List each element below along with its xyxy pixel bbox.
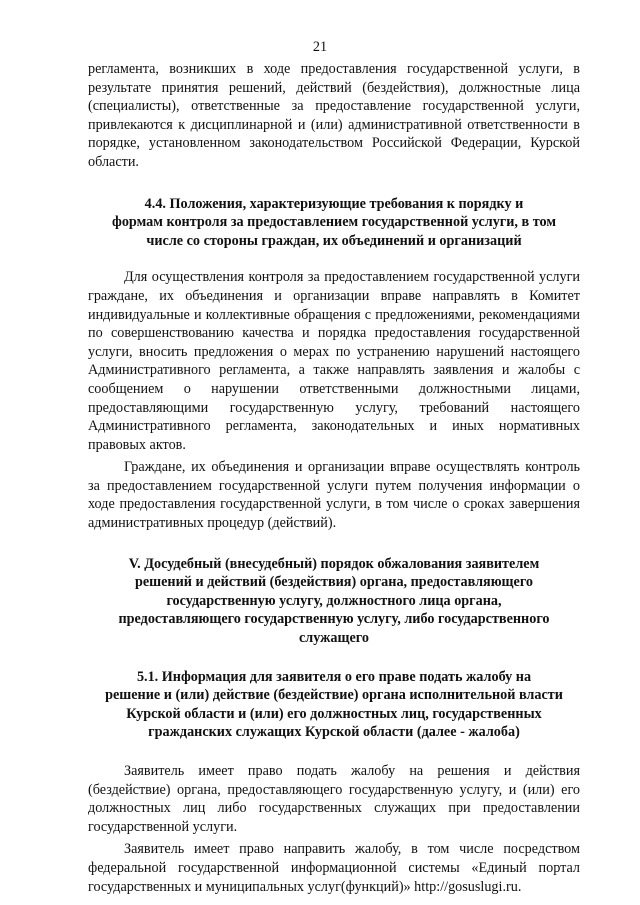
heading-line: решение и (или) действие (бездействие) органа исполнительной власти (105, 687, 563, 704)
heading-line: Курской области и (или) его должностных лиц, государственных (126, 705, 542, 722)
heading-line: 4.4. Положения, характеризующие требования к порядку и (144, 195, 524, 212)
heading-4-4 (88, 195, 580, 251)
heading-line: 5.1. Информация для заявителя о его праве подать жалобу на (136, 668, 532, 685)
heading-line: V. Досудебный (внесудебный) порядок обжалования заявителем (128, 555, 540, 572)
heading-5-1 (88, 668, 580, 742)
paragraph-liability: регламента, возникших в ходе предоставления государственной услуги, в результате принятия решений, действий (бездействия), должностные лица (специалисты), ответственные за предоставление государственной услуги, привлекаются к дисциплинарной и (или) административной ответственности в порядке, установленном законодательством Российской Федерации, Курской области. (88, 61, 580, 170)
heading-line: числе со стороны граждан, их объединений и организаций (146, 232, 522, 249)
document-body (88, 60, 580, 896)
paragraph-control: Для осуществления контроля за предоставлением государственной услуги граждане, их объединения и организации вправе направлять в Комитет индивидуальные и коллективные обращения с предложениями, рекомендациями по совершенствованию качества и порядка предоставления государственной услуги, вносить предложения о мерах по устранению нарушений настоящего Административного регламента, а также направлять заявления и жалобы с сообщением о нарушении ответственными должностными лицами, предоставляющими государственную услугу, требований настоящего Административного регламента, законодательных и иных нормативных правовых актов. (88, 269, 580, 453)
heading-line: формам контроля за предоставлением государственной услуги, в том (112, 214, 556, 231)
heading-line: служащего (298, 630, 369, 647)
page-number: 21 (312, 39, 328, 55)
heading-line: гражданских служащих Курской области (далее - жалоба) (148, 724, 520, 741)
paragraph-portal: Заявитель имеет право направить жалобу, в том числе посредством федеральной государственной информационной системы «Единый портал государственных и муниципальных услуг(функций)» http://gosuslugi.ru. (88, 841, 580, 895)
heading-section-v (88, 555, 580, 648)
paragraph-citizens: Граждане, их объединения и организации вправе осуществлять контроль за предоставлением государственной услуги путем получения информации о ходе предоставления государственной услуги, в том числе о сроках завершения административных процедур (действий). (88, 459, 580, 532)
heading-line: решений и действий (бездействия) органа, предоставляющего (134, 574, 534, 591)
paragraph-right-to-complain: Заявитель имеет право подать жалобу на решения и действия (бездействие) органа, предоставляющего государственную услугу, и (или) его должностных лиц либо государственных служащих при предоставлении государственной услуги. (88, 763, 580, 835)
heading-line: государственную услугу, должностного лица органа, (166, 592, 502, 609)
heading-line: предоставляющего государственную услугу, либо государственного (118, 611, 550, 628)
